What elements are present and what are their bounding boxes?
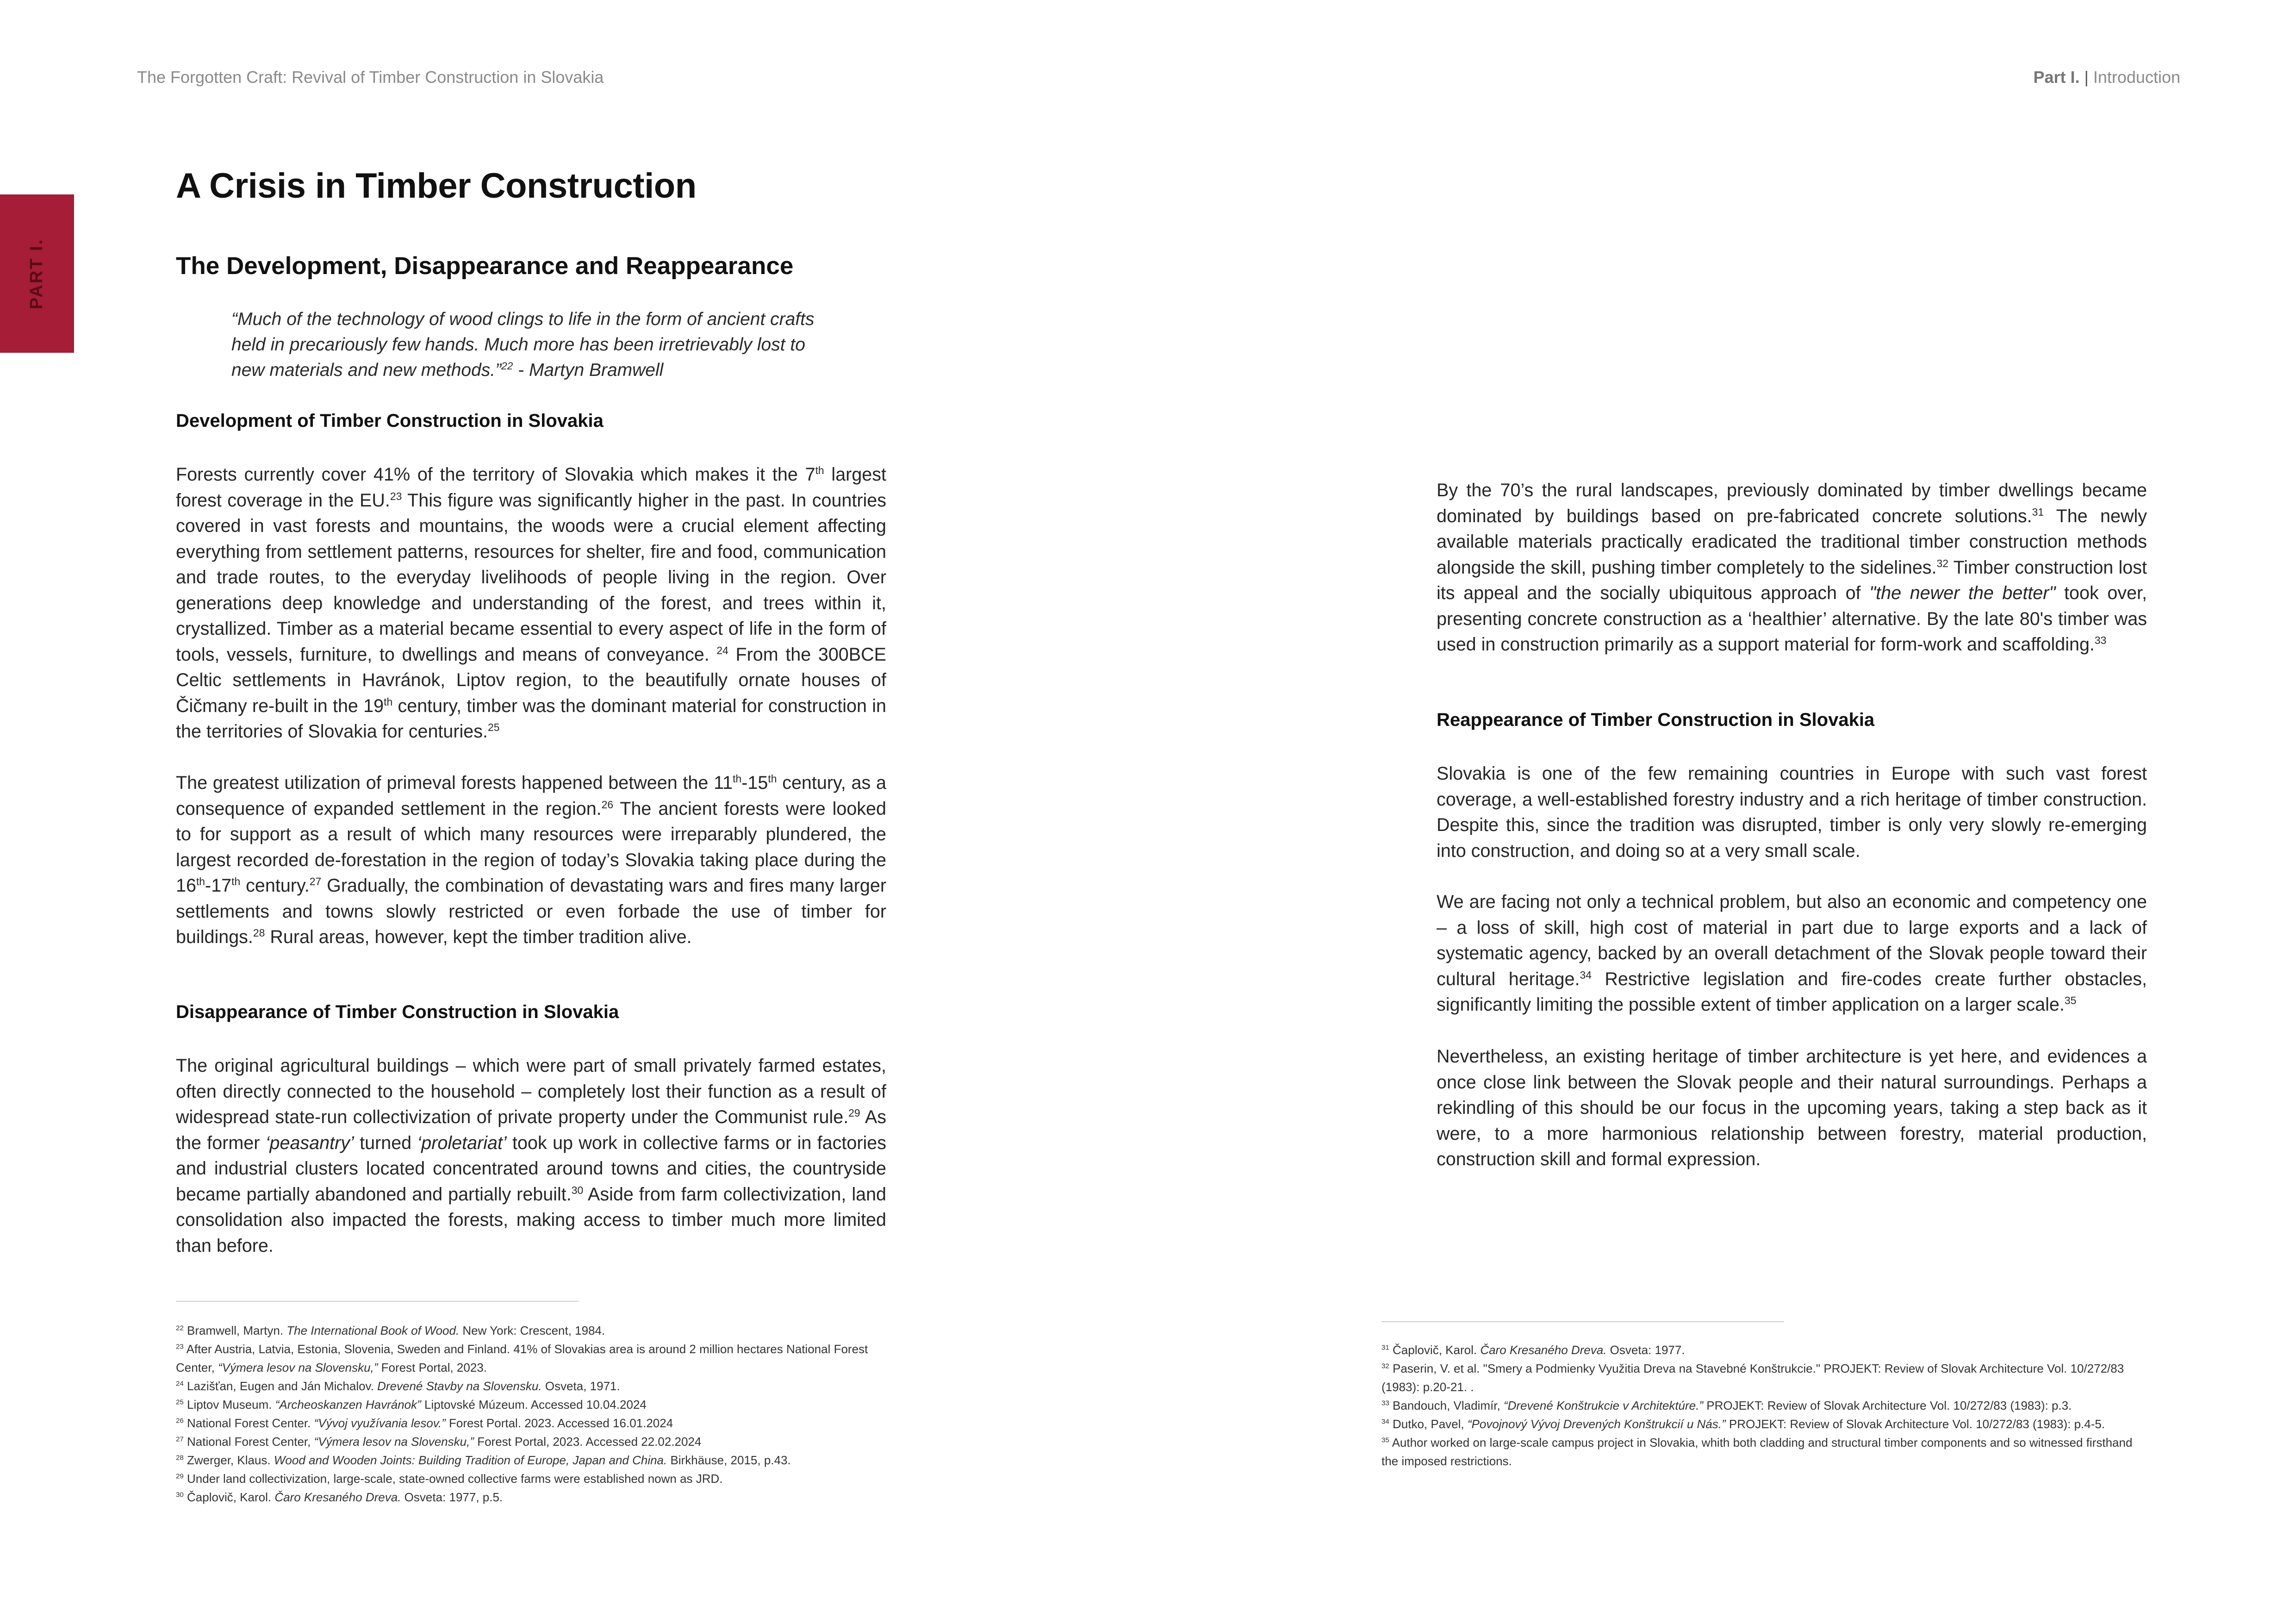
footnote-item: $^{33}$ Bandouch, Vladimír, “Drevené Konštrukcie v Architektúre.” PROJEKT: Review of Slovak Architecture Vol. 10/272/83 (1983): p.3. — [1381, 1399, 2072, 1412]
footnote-item: $^{35}$ Author worked on large-scale campus project in Slovakia, whith both cladding and structural timber components and so witnessed firsthand the imposed restrictions. — [1381, 1436, 2133, 1468]
footnotes-right — [1381, 1341, 2140, 1470]
part-label: Part I. — [2033, 68, 2080, 87]
footnote-item: $^{24}$ Lazišťan, Eugen and Ján Michalov. Drevené Stavby na Slovensku. Osveta, 1971. — [176, 1379, 620, 1393]
development-paragraph-1: Forests currently cover 41% of the territory of Slovakia which makes it the 7th largest forest coverage in the EU.$^{23}$ This figure was significantly higher in the past. In countries covered in vast forests and mountains, the woods were a crucial element affecting everything from settlement patterns, resources for shelter, fire and food, communication and trade routes, to the everyday livelihoods of people living in the region. Over generations deep knowledge and understanding of the forest, and trees within it, crystallized. Timber as a material became essential to every aspect of life in the form of tools, vessels, furniture, to dwellings and means of conveyance. $^{24}$ From the 300BCE Celtic settlements in Havránok, Liptov region, to the beautifully ornate houses of Čičmany re-built in the 19th century, timber was the dominant material for construction in the territories of Slovakia for centuries.$^{25}$ — [176, 464, 887, 742]
reappearance-paragraph-3: Nevertheless, an existing heritage of timber architecture is yet here, and evidences a once close link between the Slovak people and their natural surroundings. Perhaps a rekindling of this should be our focus in the upcoming years, taking a step back as it were, to a more harmonious relationship between forestry, material production, construction skill and formal expression. — [1437, 1046, 2147, 1169]
page-subtitle: The Development, Disappearance and Reappearance — [176, 252, 794, 280]
development-paragraph-2: The greatest utilization of primeval forests happened between the 11th-15th century, as a consequence of expanded settlement in the region.$^{26}$ The ancient forests were looked to for support as a result of which many resources were irreparably plundered, the largest recorded de-forestation in the region of today’s Slovakia taking place during the 16th-17th century.$^{27}$ Gradually, the combination of devastating wars and fires many larger settlements and towns slowly restricted or even forbade the use of timber for buildings.$^{28}$ Rural areas, however, kept the timber tradition alive. — [176, 772, 887, 947]
epigraph-quote: “Much of the technology of wood clings to life in the form of ancient crafts held in precariously few hands. Much more has been irretrievably lost to new materials and new methods.”$^{22}$ - Martyn Bramwell — [231, 309, 815, 380]
footnotes-left — [176, 1321, 884, 1506]
section-label: Introduction — [2093, 68, 2180, 87]
running-header-title: The Forgotten Craft: Revival of Timber Construction in Slovakia — [137, 68, 604, 87]
footnote-item: $^{29}$ Under land collectivization, large-scale, state-owned collective farms were established nown as JRD. — [176, 1472, 723, 1486]
page-title: A Crisis in Timber Construction — [176, 166, 697, 206]
reappearance-paragraph-2: We are facing not only a technical problem, but also an economic and competency one – a loss of skill, high cost of material in part due to large exports and a lack of systematic agency, backed by an overall detachment of the Slovak people toward their cultural heritage.$^{34}$ Restrictive legislation and fire-codes create further obstacles, significantly limiting the possible extent of timber application on a larger scale.$^{35}$ — [1437, 892, 2147, 1015]
footnote-item: $^{30}$ Čaplovič, Karol. Čaro Kresaného Dreva. Osveta: 1977, p.5. — [176, 1490, 503, 1504]
seventies-paragraph: By the 70’s the rural landscapes, previously dominated by timber dwellings became dominated by buildings based on pre-fabricated concrete solutions.$^{31}$ The newly available materials practically eradicated the traditional timber construction methods alongside the skill, pushing timber completely to the sidelines.$^{32}$ Timber construction lost its appeal and the socially ubiquitous approach of "the newer the better" took over, presenting concrete construction as a ‘healthier’ alternative. By the late 80's timber was used in construction primarily as a support material for form-work and scaffolding.$^{33}$ — [1437, 480, 2147, 655]
footnote-item: $^{32}$ Paserin, V. et al. "Smery a Podmienky Využitia Dreva na Stavebné Konštrukcie." PROJEKT: Review of Slovak Architecture Vol. 10/272/83 (1983): p.20-21. . — [1381, 1362, 2124, 1394]
footnote-item: $^{26}$ National Forest Center. “Vývoj využívania lesov.” Forest Portal. 2023. Accessed 16.01.2024 — [176, 1416, 673, 1430]
header-separator: | — [2084, 68, 2089, 87]
disappearance-paragraph-1: The original agricultural buildings – which were part of small privately farmed estates, often directly connected to the household – completely lost their function as a result of widespread state-run collectivization of private property under the Communist rule.$^{29}$ As the former ‘peasantry’ turned ‘proletariat’ took up work in collective farms or in factories and industrial clusters located concentrated around towns and cities, the countryside became partially abandoned and partially rebuilt.$^{30}$ Aside from farm collectivization, land consolidation also impacted the forests, making access to timber much more limited than before. — [176, 1056, 887, 1256]
footnote-item: $^{25}$ Liptov Museum. “Archeoskanzen Havránok” Liptovské Múzeum. Accessed 10.04.2024 — [176, 1398, 647, 1412]
footnote-item: $^{28}$ Zwerger, Klaus. Wood and Wooden Joints: Building Tradition of Europe, Japan and China. Birkhäuse, 2015, p.43. — [176, 1453, 791, 1467]
heading-development: Development of Timber Construction in Slovakia — [176, 411, 604, 431]
footnote-item: $^{23}$ After Austria, Latvia, Estonia, Slovenia, Sweden and Finland. 41% of Slovakias area is around 2 million hectares National Forest Center, “Výmera lesov na Slovensku,” Forest Portal, 2023. — [176, 1342, 868, 1374]
footnote-divider-right — [1381, 1321, 1784, 1322]
footnote-item: $^{27}$ National Forest Center, “Výmera lesov na Slovensku,” Forest Portal, 2023. Accessed 22.02.2024 — [176, 1435, 702, 1449]
reappearance-paragraph-1: Slovakia is one of the few remaining countries in Europe with such vast forest coverage, a well-established forestry industry and a rich heritage of timber construction. Despite this, since the tradition was disrupted, timber is only very slowly re-emerging into construction, and doing so at a very small scale. — [1437, 763, 2147, 861]
footnote-item: $^{22}$ Bramwell, Martyn. The International Book of Wood. New York: Crescent, 1984. — [176, 1324, 605, 1337]
running-header-section — [2033, 68, 2180, 87]
part-side-tab-label: PART I. — [27, 238, 47, 309]
heading-disappearance: Disappearance of Timber Construction in Slovakia — [176, 1002, 619, 1022]
footnote-item: $^{34}$ Dutko, Pavel, “Povojnový Vývoj Drevených Konštrukcií u Nás.” PROJEKT: Review of Slovak Architecture Vol. 10/272/83 (1983): p.4-5. — [1381, 1417, 2105, 1431]
footnote-item: $^{31}$ Čaplovič, Karol. Čaro Kresaného Dreva. Osveta: 1977. — [1381, 1343, 1685, 1357]
footnote-divider-left — [176, 1301, 579, 1302]
heading-reappearance: Reappearance of Timber Construction in Slovakia — [1437, 710, 1875, 730]
part-side-tab — [0, 194, 74, 353]
